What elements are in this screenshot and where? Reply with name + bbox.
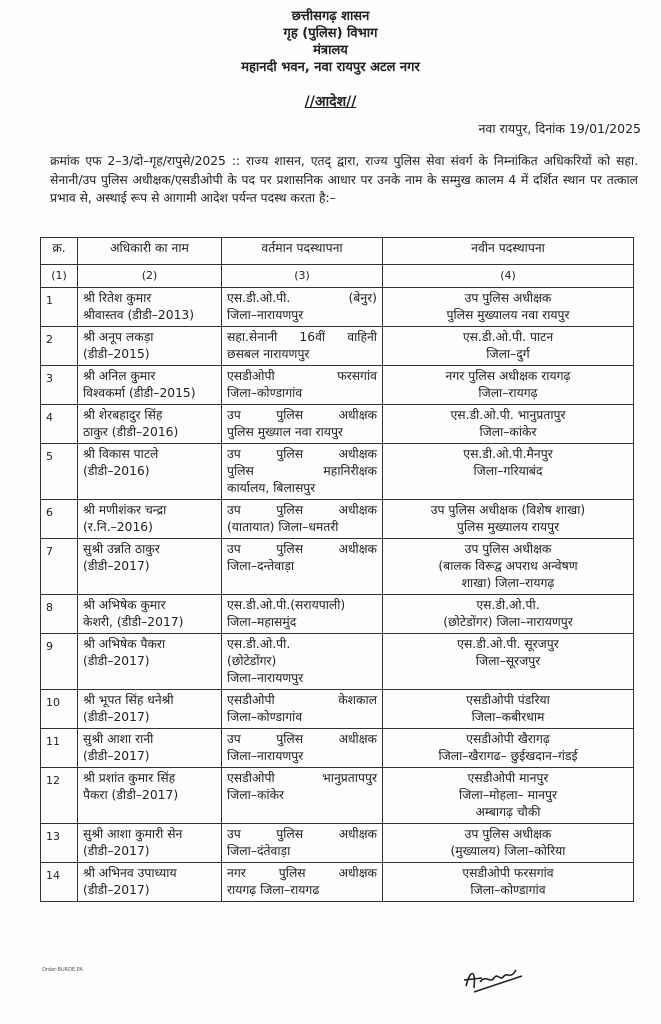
new-posting bbox=[383, 824, 634, 863]
new-posting-line: उप पुलिस अधीक्षक (विशेष शाखा) bbox=[430, 503, 586, 517]
new-posting-line: जिला–कबीरधाम bbox=[471, 710, 545, 724]
table-row bbox=[41, 500, 634, 539]
date-line: नवा रायपुर, दिनांक 19/01/2025 bbox=[478, 121, 641, 136]
serial-number: 7 bbox=[41, 539, 78, 595]
column-number-row bbox=[41, 265, 634, 288]
table-row bbox=[41, 366, 634, 405]
table-row bbox=[41, 634, 634, 690]
serial-number: 5 bbox=[41, 444, 78, 500]
current-posting-line: जिला–कोण्डागांव bbox=[227, 386, 303, 400]
new-posting-line: पुलिस मुख्यालय नवा रायपुर bbox=[446, 308, 570, 322]
new-posting-line: एस.डी.ओ.पी. पाटन bbox=[462, 330, 554, 344]
current-posting-line: जिला–दंतेवाड़ा bbox=[227, 844, 291, 858]
serial-number: 1 bbox=[41, 288, 78, 327]
ministry-name: मंत्रालय bbox=[313, 43, 348, 58]
officer-name bbox=[78, 500, 222, 539]
current-posting-line: जिला–महासमुंद bbox=[227, 615, 297, 629]
current-posting-line: उप पुलिस अधीक्षक bbox=[227, 408, 377, 422]
current-posting bbox=[222, 405, 383, 444]
serial-number: 12 bbox=[41, 768, 78, 824]
current-posting bbox=[222, 729, 383, 768]
table-row bbox=[41, 288, 634, 327]
officer-name-line: सुश्री उन्नति ठाकुर bbox=[83, 542, 160, 556]
officer-name-line: (र.नि.–2016) bbox=[83, 520, 153, 534]
current-posting bbox=[222, 500, 383, 539]
current-posting bbox=[222, 288, 383, 327]
new-posting-line: नगर पुलिस अधीक्षक रायगढ़ bbox=[445, 369, 571, 383]
current-posting-line: (यातायात) जिला–धमतरी bbox=[227, 520, 339, 534]
officer-name bbox=[78, 288, 222, 327]
officer-name-line: विश्वकर्मा (डीडी–2015) bbox=[83, 386, 196, 400]
table-row bbox=[41, 729, 634, 768]
officer-name bbox=[78, 729, 222, 768]
current-posting-line: उप पुलिस अधीक्षक bbox=[227, 503, 377, 517]
header-new-posting: नवीन पदस्थापना bbox=[383, 238, 634, 265]
officer-name-line: श्रीवास्तव (डीडी–2013) bbox=[83, 308, 195, 322]
address-line: महानदी भवन, नवा रायपुर अटल नगर bbox=[241, 60, 420, 75]
current-posting-line: जिला–कांकेर bbox=[227, 788, 285, 802]
signature-scribble-icon bbox=[460, 960, 530, 996]
new-posting bbox=[383, 366, 634, 405]
order-title bbox=[0, 92, 661, 111]
officer-name-line: (डीडी–2017) bbox=[83, 710, 150, 724]
officer-name-line: सुश्री आशा कुमारी सेन bbox=[83, 827, 183, 841]
current-posting bbox=[222, 327, 383, 366]
new-posting bbox=[383, 690, 634, 729]
new-posting-line: (बालक विरूद्व अपराध अन्वेषण bbox=[438, 559, 578, 573]
officer-name bbox=[78, 595, 222, 634]
serial-number: 4 bbox=[41, 405, 78, 444]
new-posting-line: जिला–खैरागढ– छुईखदान–गंडई bbox=[438, 749, 578, 763]
officer-name-line: (डीडी–2015) bbox=[83, 347, 150, 361]
new-posting bbox=[383, 595, 634, 634]
new-posting-line: जिला–मोहला– मानपुर bbox=[458, 788, 557, 802]
current-posting bbox=[222, 539, 383, 595]
signature bbox=[460, 960, 530, 1000]
table-row bbox=[41, 444, 634, 500]
current-posting-line: पुलिस मुख्याल नवा रायपुर bbox=[227, 425, 343, 439]
current-posting bbox=[222, 595, 383, 634]
table-row bbox=[41, 405, 634, 444]
new-posting bbox=[383, 539, 634, 595]
current-posting bbox=[222, 863, 383, 902]
new-posting-line: एसडीओपी खैरागढ़ bbox=[466, 732, 550, 746]
new-posting-line: एसडीओपी फरसगांव bbox=[462, 866, 554, 880]
current-posting-line: उप पुलिस अधीक्षक bbox=[227, 542, 377, 556]
new-posting-line: एस.डी.ओ.पी. bbox=[476, 598, 540, 612]
table-row bbox=[41, 595, 634, 634]
officer-name bbox=[78, 366, 222, 405]
new-posting bbox=[383, 768, 634, 824]
table-row bbox=[41, 863, 634, 902]
new-posting-line: एस.डी.ओ.पी. भानुप्रतापुर bbox=[450, 408, 566, 422]
officer-name bbox=[78, 824, 222, 863]
officer-name-line: श्री अभिषेक पैकरा bbox=[83, 637, 166, 651]
officer-name bbox=[78, 863, 222, 902]
new-posting-line: उप पुलिस अधीक्षक bbox=[464, 827, 552, 841]
officer-name-line: श्री प्रशांत कुमार सिंह bbox=[83, 771, 176, 785]
officer-name-line: श्री विकास पाटले bbox=[83, 447, 159, 461]
current-posting bbox=[222, 824, 383, 863]
new-posting bbox=[383, 729, 634, 768]
officer-name-line: श्री भूपत सिंह धनेश्री bbox=[83, 693, 174, 707]
officer-name-line: श्री अनिल कुमार bbox=[83, 369, 156, 383]
table-row bbox=[41, 539, 634, 595]
officer-name-line: श्री रितेश कुमार bbox=[83, 291, 152, 305]
current-posting bbox=[222, 366, 383, 405]
officer-name-line: (डीडी–2017) bbox=[83, 654, 150, 668]
transfer-table bbox=[40, 237, 634, 902]
table-row bbox=[41, 768, 634, 824]
new-posting bbox=[383, 327, 634, 366]
officer-name-line: श्री शेरबहादुर सिंह bbox=[83, 408, 163, 422]
department-name: गृह (पुलिस) विभाग bbox=[283, 26, 378, 41]
officer-name-line: श्री अनूप लकड़ा bbox=[83, 330, 154, 344]
current-posting-line: छसबल नारायणपुर bbox=[227, 347, 310, 361]
current-posting-line: उप पुलिस अधीक्षक bbox=[227, 827, 377, 841]
current-posting-line: एसडीओपी फरसगांव bbox=[227, 369, 377, 383]
officer-name-line: श्री अभिनव उपाध्याय bbox=[83, 866, 177, 880]
officer-name-line: (डीडी–2017) bbox=[83, 844, 150, 858]
officer-name bbox=[78, 327, 222, 366]
column-number: (1) bbox=[41, 265, 78, 288]
serial-number: 11 bbox=[41, 729, 78, 768]
new-posting-line: अम्बागढ़ चौकी bbox=[475, 805, 541, 819]
officer-name-line: ठाकुर (डीडी–2016) bbox=[83, 425, 179, 439]
officer-name bbox=[78, 405, 222, 444]
current-posting-line: पुलिस महानिरीक्षक bbox=[227, 464, 377, 478]
serial-number: 14 bbox=[41, 863, 78, 902]
current-posting-line: एस.डी.ओ.पी. (बेनुर) bbox=[227, 291, 377, 305]
current-posting-line: जिला–नारायणपुर bbox=[227, 749, 304, 763]
current-posting-line: रायगढ़ जिला–रायगढ bbox=[227, 883, 320, 897]
current-posting bbox=[222, 444, 383, 500]
current-posting-line: जिला–दन्तेवाड़ा bbox=[227, 559, 295, 573]
table-row bbox=[41, 327, 634, 366]
current-posting-line: उप पुलिस अधीक्षक bbox=[227, 447, 377, 461]
new-posting bbox=[383, 634, 634, 690]
current-posting bbox=[222, 634, 383, 690]
officer-name-line: (डीडी–2017) bbox=[83, 559, 150, 573]
new-posting-line: (मुख्यालय) जिला–कोरिया bbox=[450, 844, 566, 858]
current-posting-line: एसडीओपी भानुप्रतापपुर bbox=[227, 771, 377, 785]
table-row bbox=[41, 690, 634, 729]
column-number: (2) bbox=[78, 265, 222, 288]
new-posting-line: (छोटेडोंगर) जिला–नारायणपुर bbox=[443, 615, 573, 629]
header-current-posting: वर्तमान पदस्थापना bbox=[222, 238, 383, 265]
current-posting-line: एसडीओपी केशकाल bbox=[227, 693, 377, 707]
current-posting-line: कार्यालय, बिलासपुर bbox=[227, 481, 316, 495]
current-posting-line: नगर पुलिस अधीक्षक bbox=[227, 866, 377, 880]
current-posting-line: जिला–कोण्डागांव bbox=[227, 710, 303, 724]
new-posting-line: उप पुलिस अधीक्षक bbox=[464, 542, 552, 556]
current-posting-line: (छोटेडोंगर) bbox=[227, 654, 277, 668]
new-posting-line: जिला–गरियाबंद bbox=[473, 464, 543, 478]
officer-name-line: (डीडी–2016) bbox=[83, 464, 150, 478]
header-officer-name: अधिकारी का नाम bbox=[78, 238, 222, 265]
current-posting-line: जिला–नारायणपुर bbox=[227, 671, 304, 685]
new-posting-line: शाखा) जिला–रायगढ़ bbox=[461, 576, 555, 590]
new-posting-line: जिला–कांकेर bbox=[479, 425, 537, 439]
officer-name-line: पैकरा (डीडी–2017) bbox=[83, 788, 179, 802]
new-posting-line: एसडीओपी मानपुर bbox=[467, 771, 549, 785]
new-posting-line: जिला–दुर्ग bbox=[486, 347, 530, 361]
current-posting-line: एस.डी.ओ.पी. bbox=[227, 637, 291, 651]
officer-name bbox=[78, 768, 222, 824]
officer-name bbox=[78, 444, 222, 500]
footer-code: Order-BURDE,PA bbox=[42, 967, 83, 973]
serial-number: 8 bbox=[41, 595, 78, 634]
serial-number: 6 bbox=[41, 500, 78, 539]
letterhead bbox=[0, 8, 661, 76]
officer-name-line: सुश्री आशा रानी bbox=[83, 732, 154, 746]
current-posting-line: एस.डी.ओ.पी.(सरायपाली) bbox=[227, 598, 346, 612]
new-posting-line: एस.डी.ओ.पी. सूरजपुर bbox=[457, 637, 559, 651]
table-header-row bbox=[41, 238, 634, 265]
column-number: (4) bbox=[383, 265, 634, 288]
current-posting-line: उप पुलिस अधीक्षक bbox=[227, 732, 377, 746]
current-posting-line: जिला–नारायणपुर bbox=[227, 308, 304, 322]
serial-number: 13 bbox=[41, 824, 78, 863]
officer-name-line: केशरी, (डीडी–2017) bbox=[83, 615, 184, 629]
table-row bbox=[41, 824, 634, 863]
new-posting bbox=[383, 444, 634, 500]
current-posting bbox=[222, 690, 383, 729]
new-posting-line: जिला–कोण्डागांव bbox=[470, 883, 546, 897]
column-number: (3) bbox=[222, 265, 383, 288]
header-serial: क्र. bbox=[41, 238, 78, 265]
officer-name-line: श्री अभिषेक कुमार bbox=[83, 598, 166, 612]
new-posting-line: जिला–रायगढ़ bbox=[478, 386, 538, 400]
new-posting-line: एसडीओपी पंडरिया bbox=[466, 693, 550, 707]
officer-name-line: (डीडी–2017) bbox=[83, 749, 150, 763]
serial-number: 9 bbox=[41, 634, 78, 690]
order-title-text: //आदेश// bbox=[304, 94, 357, 110]
officer-name bbox=[78, 634, 222, 690]
new-posting-line: पुलिस मुख्यालय रायपुर bbox=[456, 520, 560, 534]
new-posting bbox=[383, 405, 634, 444]
officer-name bbox=[78, 539, 222, 595]
officer-name bbox=[78, 690, 222, 729]
new-posting-line: एस.डी.ओ.पी.मैनपुर bbox=[463, 447, 553, 461]
current-posting-line: सहा.सेनानी 16वीं वाहिनी bbox=[227, 330, 377, 344]
new-posting-line: जिला–सूरजपुर bbox=[475, 654, 541, 668]
new-posting bbox=[383, 863, 634, 902]
officer-name-line: (डीडी–2017) bbox=[83, 883, 150, 897]
serial-number: 10 bbox=[41, 690, 78, 729]
current-posting bbox=[222, 768, 383, 824]
new-posting bbox=[383, 288, 634, 327]
government-name: छत्तीसगढ़ शासन bbox=[291, 9, 370, 24]
new-posting bbox=[383, 500, 634, 539]
new-posting-line: उप पुलिस अधीक्षक bbox=[464, 291, 552, 305]
officer-name-line: श्री मणीशंकर चन्द्रा bbox=[83, 503, 167, 517]
serial-number: 3 bbox=[41, 366, 78, 405]
serial-number: 2 bbox=[41, 327, 78, 366]
order-paragraph: क्रमांक एफ 2–3/दो–गृह/रापुसे/2025 :: राज्य शासन, एतद् द्वारा, राज्य पुलिस सेवा संवर्ग के निम्नांकित अधिकरियों को सहा. सेनानी/उप पुलिस अधीक्षक/एसडीओपी के पद पर प्रशासनिक आधार पर उनके नाम के सम्मुख कालम 4 में दर्शित स्थान पर तत्काल प्रभाव से, अस्थाई रूप से आगामी आदेश पर्यन्त पदस्थ करता है:– bbox=[50, 154, 638, 205]
